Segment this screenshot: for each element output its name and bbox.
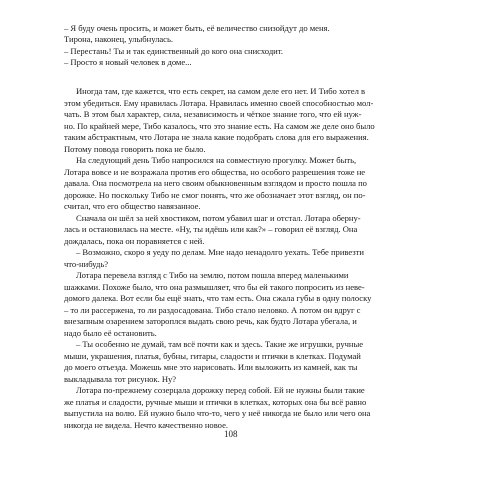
text-line: внезапным озарением затороплся выдать свою речь, как будто Лотара убегала, и xyxy=(64,316,357,326)
text-line: Тирона, наконец, улыбнулась. xyxy=(64,34,173,44)
text-line: дорожке. Но поскольку Тибо не смог понять, что же обозначает этот взгляд, он по- xyxy=(64,190,366,200)
text-line: чать. В этом был характер, сила, независимость и чёткое знание того, что ей нуж- xyxy=(64,109,362,119)
text-line: лась и остановилась на месте. «Ну, ты идёшь или как?» – говорил её взгляд. Она xyxy=(64,224,358,234)
text-line: дождалась, пока он поравняется с ней. xyxy=(64,236,205,246)
text-line: На следующий день Тибо напросился на совместную прогулку. Может быть, xyxy=(76,155,357,165)
text-line: – Ты особенно не думай, там всё почти как и здесь. Такие же игрушки, ручные xyxy=(76,339,364,349)
text-line: – Я буду очень просить, и может быть, её величество снизойдут до меня. xyxy=(64,23,330,33)
text-line: но. По крайней мере, Тибо казалось, что это знание есть. На самом же деле оно было xyxy=(64,121,375,131)
text-line: Потому повода говорить пока не было. xyxy=(64,144,206,154)
text-line: мыши, украшения, платья, бубны, гитары, сладости и птички в клетках. Подумай xyxy=(64,351,361,361)
text-line: давала. Она посмотрела на него своим обыкновенным взглядом и просто пошла по xyxy=(64,178,367,188)
text-line: выкладывала тот рисунок. Ну? xyxy=(64,374,177,384)
text-line: что-нибудь? xyxy=(64,259,109,269)
text-line: считал, что его общество навязанное. xyxy=(64,201,201,211)
text-line: шажками. Похоже было, что она размышляет, что бы ей такого попросить из неве- xyxy=(64,282,365,292)
text-line: – то ли рассержена, то ли раздосадована. Тибо стало неловко. А потом он вдруг с xyxy=(64,305,361,315)
text-line: надо было её остановить. xyxy=(64,328,157,338)
text-line: таким абстрактным, что Лотара не знала какие подобрать слова для его выражения. xyxy=(64,132,369,142)
text-line: до моего отъезда. Можешь мне это нарисовать. Или выложить из камней, как ты xyxy=(64,362,358,372)
text-line: никогда не видела. Нечто качественно новое. xyxy=(64,420,228,430)
text-line: Лотара по-прежнему созерцала дорожку перед собой. Ей не нужны были такие xyxy=(76,385,365,395)
text-line: выпустила на волю. Ей нужно было что-то, чего у неё никогда не было или чего она xyxy=(64,408,371,418)
text-line: – Просто я новый человек в доме... xyxy=(64,57,192,67)
text-line: Лотара перевела взгляд с Тибо на землю, потом пошла вперед маленькими xyxy=(76,270,349,280)
text-line: Лотара вовсе и не возражала против его общества, но особого разрешения тоже не xyxy=(64,167,366,177)
text-line: – Возможно, скоро я уеду по делам. Мне надо ненадолго уехать. Тебе привезти xyxy=(76,247,364,257)
text-line: Иногда там, где кажется, что есть секрет, на самом деле его нет. И Тибо хотел в xyxy=(76,86,366,96)
text-line: этом убедиться. Ему нравилась Лотара. Нравилась именно своей способностью мол- xyxy=(64,98,374,108)
text-line: же платья и сладости, ручные мыши и птички в клетках, которых она бы всё равно xyxy=(64,397,367,407)
text-line: домого далека. Вот если бы ещё знать, что там есть. Она сжала губы в одну полоску xyxy=(64,293,372,303)
text-line: Сначала он шёл за ней хвостиком, потом убавил шаг и отстал. Лотара оберну- xyxy=(76,213,361,223)
text-line: – Перестань! Ты и так единственный до кого она снисходит. xyxy=(64,46,283,56)
page-number: 108 xyxy=(224,429,238,439)
